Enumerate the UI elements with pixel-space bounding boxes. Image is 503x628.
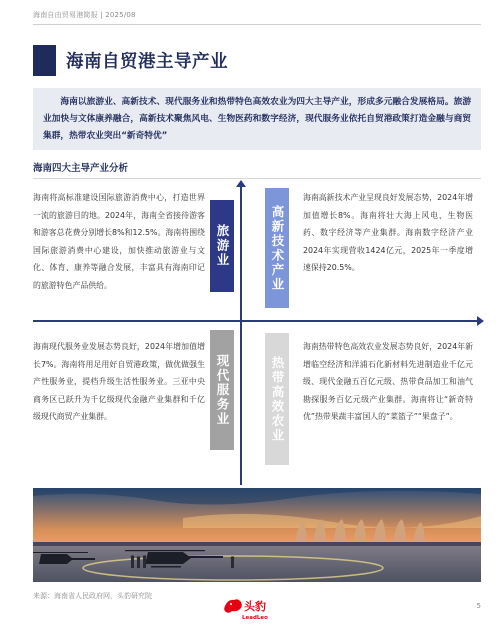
- title-accent-block: [33, 45, 56, 76]
- title-bar: [33, 45, 228, 76]
- tag-tech-label: 高新技术产业: [270, 204, 285, 292]
- horizontal-axis: [33, 320, 481, 322]
- leadleo-logo: [223, 596, 279, 622]
- leopard-logo-icon: [223, 596, 279, 622]
- tag-tech: [265, 188, 289, 308]
- tag-tourism: [210, 200, 234, 292]
- photo-illustration: [33, 488, 481, 582]
- footer-source: 来源：海南省人民政府网，头豹研究院: [33, 592, 152, 600]
- tag-service: [210, 330, 234, 450]
- tourism-text: 海南将高标准建设国际旅游消费中心，打造世界一流的旅游目的地。2024年，海南全省接待游客和游客总花费分别增长8%和12.5%。海南将围绕国际旅游消费中心建设，加快推动旅游业与文化、体育、康养等融合发展，丰富具有海南印记的旅游特色产品供给。: [33, 193, 205, 290]
- section-rule: [33, 178, 481, 179]
- header-rule: [33, 24, 481, 25]
- intro-box: [33, 88, 481, 150]
- tech-text: 海南高新技术产业呈现良好发展态势，2024年增加值增长8%。海南将壮大海上风电、生物医药、数字经济等产业集群。海南数字经济产业2024年实现营收1424亿元，2025年一季度增速保持20.5%。: [303, 193, 474, 272]
- intro-text: 海南以旅游业、高新技术、现代服务业和热带特色高效农业为四大主导产业，形成多元融合发展格局。旅游业加快与文体康养融合，高新技术聚焦风电、生物医药和数字经济，现代服务业依托自贸港政策打造金融与商贸集群，热带农业突出“新奇特优”: [43, 97, 471, 141]
- logo-text: 头豹: [244, 600, 266, 613]
- service-text: 海南现代服务业发展态势良好，2024年增加值增长7%。海南将用足用好自贸港政策，做优做强生产性服务业，提档升级生活性服务业。三亚中央商务区已跃升为千亿级现代金融产业集群和千亿级现代商贸产业集群。: [33, 342, 205, 421]
- arrow-right-icon: [477, 316, 484, 326]
- agri-text: 海南热带特色高效农业发展态势良好，2024年新增临空经济和洋浦石化新材料先进制造业千亿元级、现代金融五百亿元级、热带食品加工和油气勘探服务百亿元级产业集群。海南将让“新奇特优”热带果蔬丰富国人的“菜篮子”“果盘子”。: [303, 342, 474, 421]
- tag-agri: [265, 333, 289, 465]
- vertical-axis: [240, 183, 242, 485]
- logo-subtext: LeadLeo: [242, 615, 268, 621]
- page-number: 5: [476, 602, 481, 610]
- header-note: 海南自由贸易港简报 | 2025/08: [33, 11, 136, 19]
- page-title: 海南自贸港主导产业: [66, 52, 228, 72]
- helipad-sunset-photo: [33, 488, 481, 582]
- section-label: 海南四大主导产业分析: [33, 163, 129, 174]
- arrow-up-icon: [236, 180, 246, 187]
- tag-agri-label: 热带高效农业: [270, 355, 285, 443]
- tag-tourism-label: 旅游业: [215, 224, 230, 268]
- tag-service-label: 现代服务业: [215, 353, 230, 427]
